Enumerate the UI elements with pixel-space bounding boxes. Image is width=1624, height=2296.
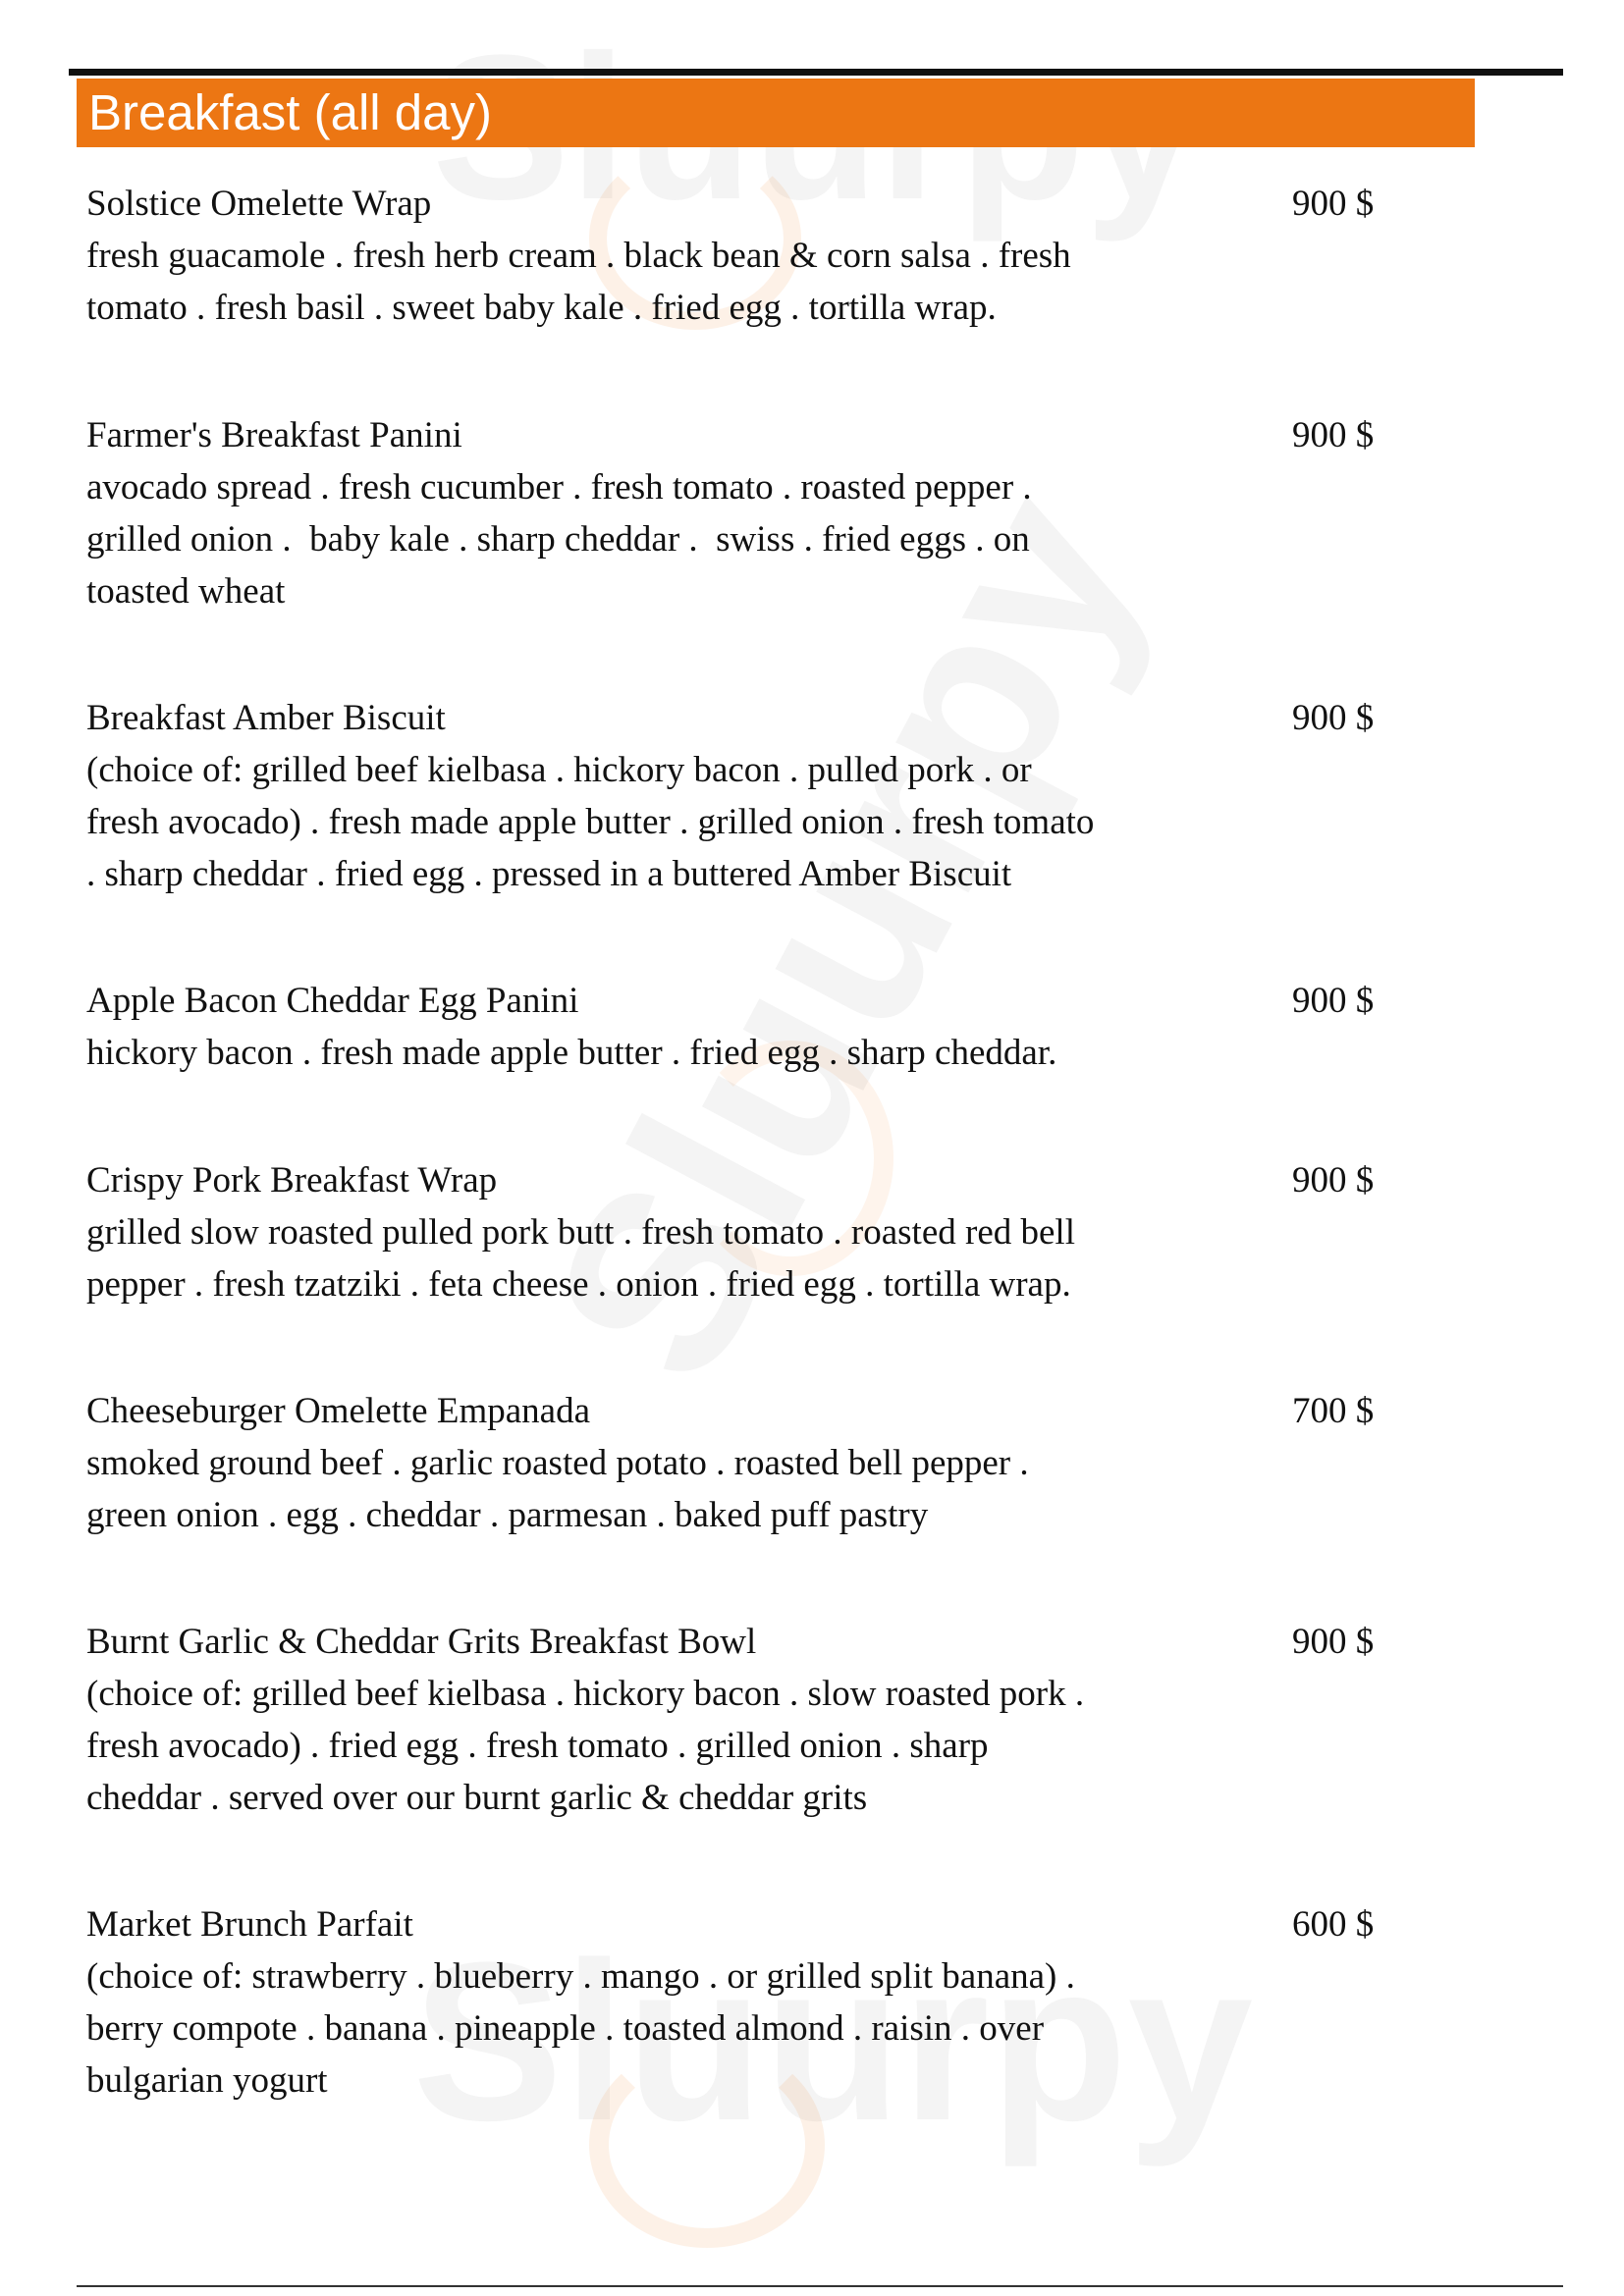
- description-line: bulgarian yogurt: [86, 2060, 328, 2101]
- item-name: Burnt Garlic & Cheddar Grits Breakfast Bowl: [86, 1622, 757, 1662]
- item-name: Solstice Omelette Wrap: [86, 184, 432, 224]
- menu-item: [86, 1616, 1461, 1824]
- description-line: fresh avocado) . fried egg . fresh tomato . grilled onion . sharp: [86, 1726, 989, 1766]
- description-line: . sharp cheddar . fried egg . pressed in a buttered Amber Biscuit: [86, 854, 1012, 894]
- description-line: (choice of: strawberry . blueberry . mango . or grilled split banana) .: [86, 1956, 1075, 1997]
- item-name: Cheeseburger Omelette Empanada: [86, 1391, 590, 1431]
- item-description: [86, 230, 1255, 334]
- item-description: [86, 1027, 1255, 1079]
- description-line: fresh guacamole . fresh herb cream . black bean & corn salsa . fresh: [86, 236, 1071, 276]
- menu-item: [86, 1154, 1461, 1310]
- menu-item: [86, 1385, 1461, 1541]
- description-line: pepper . fresh tzatziki . feta cheese . onion . fried egg . tortilla wrap.: [86, 1264, 1071, 1305]
- description-line: avocado spread . fresh cucumber . fresh tomato . roasted pepper .: [86, 467, 1032, 507]
- item-price: 700 $: [1292, 1391, 1375, 1431]
- description-line: hickory bacon . fresh made apple butter . fried egg . sharp cheddar.: [86, 1033, 1057, 1073]
- description-line: berry compote . banana . pineapple . toasted almond . raisin . over: [86, 2008, 1045, 2049]
- description-line: (choice of: grilled beef kielbasa . hickory bacon . pulled pork . or: [86, 750, 1032, 790]
- item-description: [86, 744, 1255, 900]
- menu-item: [86, 178, 1461, 334]
- description-line: smoked ground beef . garlic roasted potato . roasted bell pepper .: [86, 1443, 1029, 1483]
- item-name: Crispy Pork Breakfast Wrap: [86, 1160, 498, 1201]
- description-line: cheddar . served over our burnt garlic & cheddar grits: [86, 1778, 868, 1818]
- description-line: green onion . egg . cheddar . parmesan . baked puff pastry: [86, 1495, 929, 1535]
- menu-item: [86, 409, 1461, 617]
- item-description: [86, 461, 1255, 617]
- section-title: Breakfast (all day): [88, 84, 492, 140]
- description-line: tomato . fresh basil . sweet baby kale . fried egg . tortilla wrap.: [86, 288, 997, 328]
- item-price: 900 $: [1292, 184, 1375, 224]
- item-description: [86, 1206, 1255, 1310]
- menu-item: [86, 1898, 1461, 2107]
- item-price: 900 $: [1292, 1160, 1375, 1201]
- bottom-divider: [77, 2285, 1563, 2287]
- item-name: Breakfast Amber Biscuit: [86, 698, 446, 738]
- item-name: Farmer's Breakfast Panini: [86, 415, 462, 455]
- description-line: (choice of: grilled beef kielbasa . hickory bacon . slow roasted pork .: [86, 1674, 1085, 1714]
- description-line: fresh avocado) . fresh made apple butter . grilled onion . fresh tomato: [86, 802, 1095, 842]
- item-price: 600 $: [1292, 1904, 1375, 1945]
- menu-item: [86, 975, 1461, 1079]
- top-divider: [69, 69, 1563, 76]
- section-header: [77, 79, 1475, 147]
- item-name: Apple Bacon Cheddar Egg Panini: [86, 981, 579, 1021]
- menu-item: [86, 692, 1461, 900]
- description-line: grilled slow roasted pulled pork butt . fresh tomato . roasted red bell: [86, 1212, 1075, 1253]
- description-line: toasted wheat: [86, 571, 286, 612]
- description-line: grilled onion . baby kale . sharp cheddar . swiss . fried eggs . on: [86, 519, 1030, 560]
- item-description: [86, 1950, 1255, 2107]
- item-name: Market Brunch Parfait: [86, 1904, 413, 1945]
- item-price: 900 $: [1292, 415, 1375, 455]
- item-description: [86, 1437, 1255, 1541]
- item-price: 900 $: [1292, 1622, 1375, 1662]
- item-price: 900 $: [1292, 981, 1375, 1021]
- item-description: [86, 1668, 1255, 1824]
- item-price: 900 $: [1292, 698, 1375, 738]
